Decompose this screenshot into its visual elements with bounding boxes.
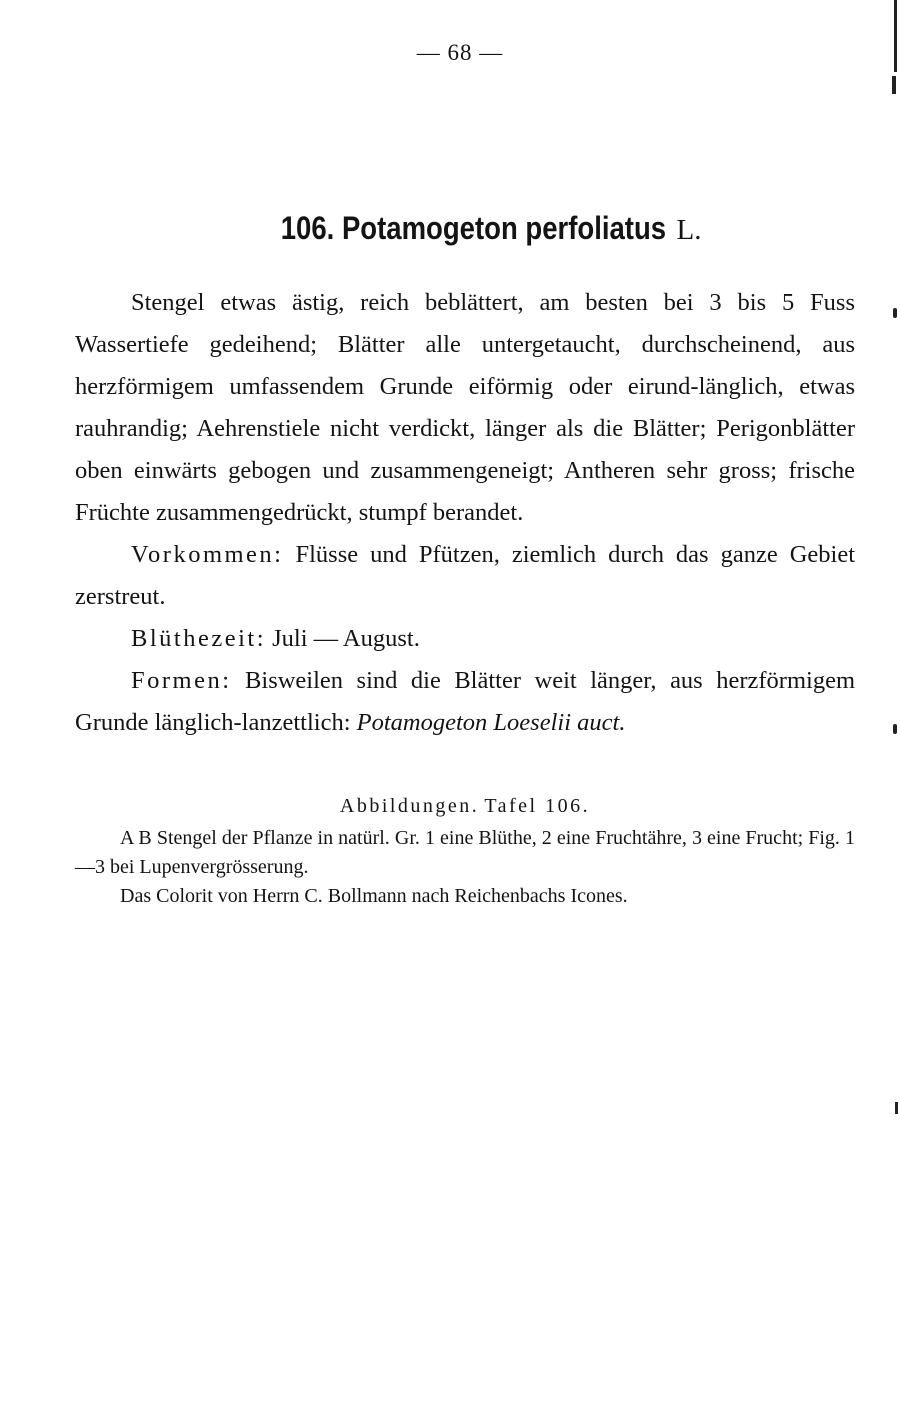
species-author: L. <box>676 214 702 246</box>
occurrence-label: Vorkommen: <box>131 541 284 568</box>
forms-label: Formen: <box>131 667 232 694</box>
occurrence-paragraph <box>75 534 855 618</box>
flowering-label: Blüthezeit: <box>131 625 266 652</box>
scan-edge-mark <box>894 0 897 72</box>
figures-heading-label: Abbildungen. <box>339 795 480 817</box>
occurrence-text: Flüsse und Pfützen, ziemlich durch das ganze Gebiet zerstreut. <box>75 541 856 610</box>
forms-text: Bisweilen sind die Blätter weit länger, aus herzförmigem Grunde länglich-lanzettlich: <box>75 667 855 736</box>
scan-edge-mark <box>893 308 897 318</box>
flowering-text: Juli — August. <box>272 625 420 652</box>
scan-edge-mark <box>895 1102 898 1114</box>
scan-edge-mark <box>892 76 896 94</box>
figures-description: A B Stengel der Pflanze in natürl. Gr. 1 eine Blüthe, 2 eine Fruchtähre, 3 eine Frucht; Fig. 1—3 bei Lupenvergrösserung. <box>75 827 855 878</box>
page-number: — 68 — <box>416 40 504 65</box>
figures-heading <box>75 792 855 821</box>
scan-edge-mark <box>893 724 897 734</box>
figures-section <box>75 792 855 911</box>
entry-body <box>75 282 855 744</box>
forms-synonym: Potamogeton Loeselii auct. <box>356 709 626 736</box>
flowering-paragraph <box>75 618 855 660</box>
figures-credit: Das Colorit von Herrn C. Bollmann nach Reichenbachs Icones. <box>120 885 628 907</box>
forms-paragraph <box>75 660 855 744</box>
species-number-and-name: 106. Potamogeton perfoliatus <box>281 210 667 246</box>
entry-title <box>0 210 900 247</box>
description-paragraph: Stengel etwas ästig, reich beblättert, am besten bei 3 bis 5 Fuss Wassertiefe gedeihend; Blätter alle untergetaucht, durchscheinend, aus herzförmigem umfassendem Grunde eiförmig oder eirund-länglich, etwas rauhrandig; Aehrenstiele nicht verdickt, länger als die Blätter; Perigonblätter oben einwärts gebogen und zusammengeneigt; Antheren sehr gross; frische Früchte zusammengedrückt, stumpf berandet. <box>75 289 855 526</box>
figures-plate-number: Tafel 106. <box>484 795 591 817</box>
